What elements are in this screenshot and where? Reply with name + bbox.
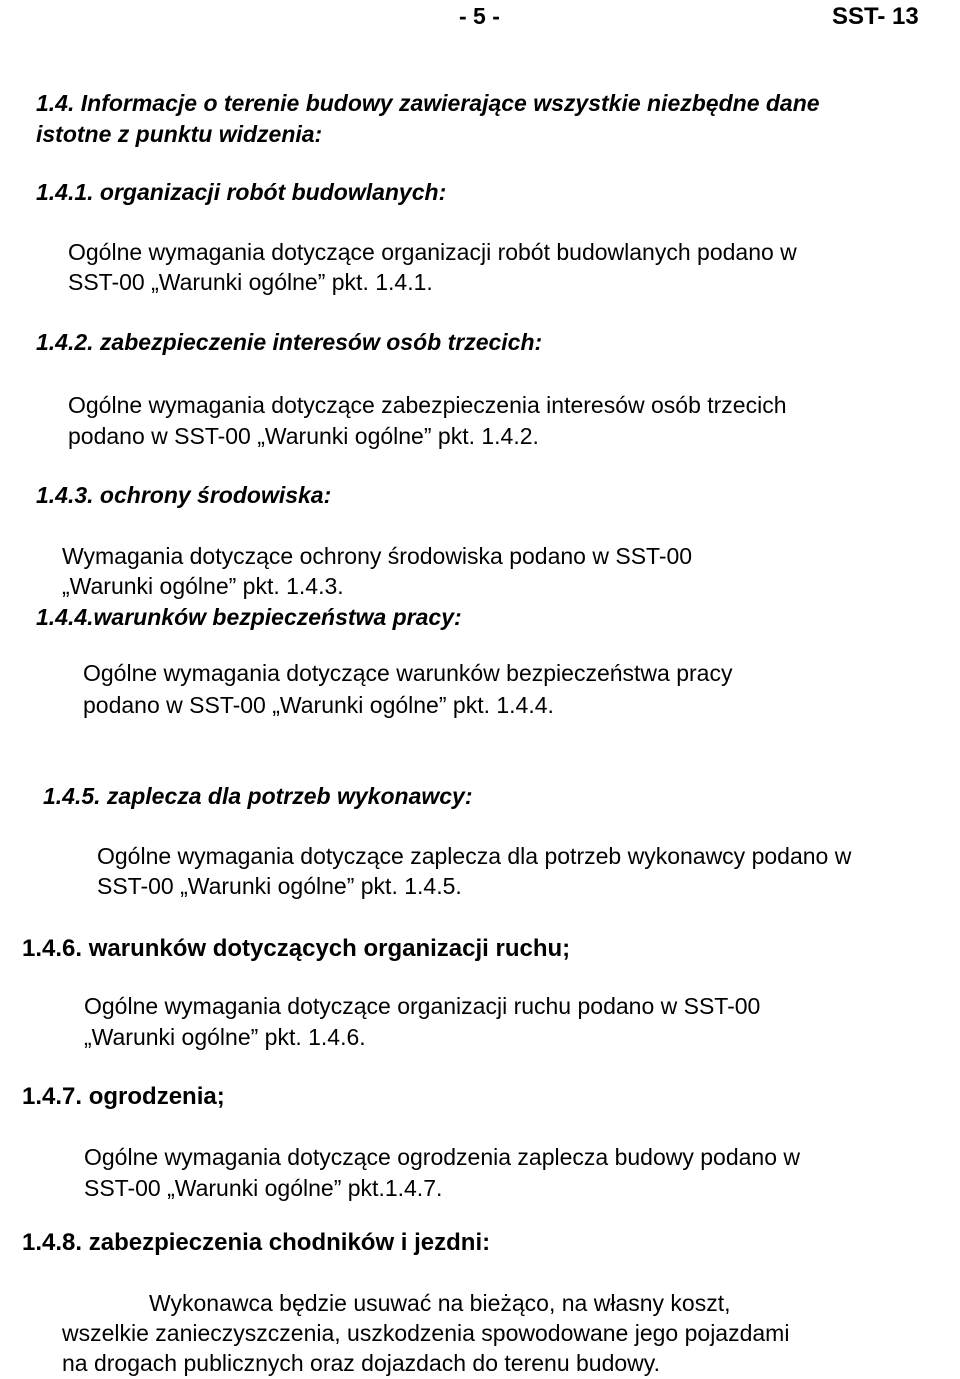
section-1-4-8-heading: 1.4.8. zabezpieczenia chodników i jezdni: — [22, 1229, 491, 1256]
page-number: - 5 - — [459, 3, 500, 29]
section-1-4-5-body-line-2: SST-00 „Warunki ogólne” pkt. 1.4.5. — [97, 873, 462, 899]
section-1-4-7-body-line-1: Ogólne wymagania dotyczące ogrodzenia zaplecza budowy podano w — [84, 1144, 801, 1170]
section-1-4-1-body-line-1: Ogólne wymagania dotyczące organizacji robót budowlanych podano w — [68, 239, 797, 265]
section-1-4-6-heading: 1.4.6. warunków dotyczących organizacji ruchu; — [22, 935, 571, 962]
section-1-4-6-body-line-2: „Warunki ogólne” pkt. 1.4.6. — [84, 1024, 366, 1050]
section-1-4-3-heading: 1.4.3. ochrony środowiska: — [36, 482, 332, 508]
section-1-4-2-heading: 1.4.2. zabezpieczenie interesów osób trzecich: — [36, 329, 543, 355]
section-1-4-8-body-line-3: na drogach publicznych oraz dojazdach do terenu budowy. — [62, 1350, 660, 1376]
section-1-4-1-heading: 1.4.1. organizacji robót budowlanych: — [36, 179, 447, 205]
section-1-4-5-heading: 1.4.5. zaplecza dla potrzeb wykonawcy: — [43, 783, 473, 809]
section-1-4-8-body-line-1: Wykonawca będzie usuwać na bieżąco, na własny koszt, — [149, 1290, 731, 1316]
document-code: SST- 13 — [832, 3, 919, 30]
section-1-4-7-body-line-2: SST-00 „Warunki ogólne” pkt.1.4.7. — [84, 1175, 443, 1201]
section-1-4-3-body-line-2: „Warunki ogólne” pkt. 1.4.3. — [62, 573, 344, 599]
section-1-4-4-body-line-1: Ogólne wymagania dotyczące warunków bezpieczeństwa pracy — [83, 660, 733, 686]
section-1-4-2-body-line-1: Ogólne wymagania dotyczące zabezpieczenia interesów osób trzecich — [68, 392, 787, 418]
section-1-4-4-heading: 1.4.4.warunków bezpieczeństwa pracy: — [36, 604, 462, 630]
section-1-4-8-body-line-2: wszelkie zanieczyszczenia, uszkodzenia spowodowane jego pojazdami — [62, 1320, 790, 1346]
section-1-4-3-body-line-1: Wymagania dotyczące ochrony środowiska podano w SST-00 — [62, 543, 693, 569]
section-1-4-5-body-line-1: Ogólne wymagania dotyczące zaplecza dla potrzeb wykonawcy podano w — [97, 843, 852, 869]
section-1-4-4-body-line-2: podano w SST-00 „Warunki ogólne” pkt. 1.4.4. — [83, 692, 554, 718]
section-1-4-6-body-line-1: Ogólne wymagania dotyczące organizacji ruchu podano w SST-00 — [84, 993, 761, 1019]
section-1-4-1-body-line-2: SST-00 „Warunki ogólne” pkt. 1.4.1. — [68, 269, 433, 295]
section-1-4-7-heading: 1.4.7. ogrodzenia; — [22, 1083, 225, 1110]
section-1-4-2-body-line-2: podano w SST-00 „Warunki ogólne” pkt. 1.4.2. — [68, 423, 539, 449]
section-1-4-heading-line-1: 1.4. Informacje o terenie budowy zawierające wszystkie niezbędne dane — [36, 90, 820, 116]
section-1-4-heading-line-2: istotne z punktu widzenia: — [36, 121, 323, 147]
